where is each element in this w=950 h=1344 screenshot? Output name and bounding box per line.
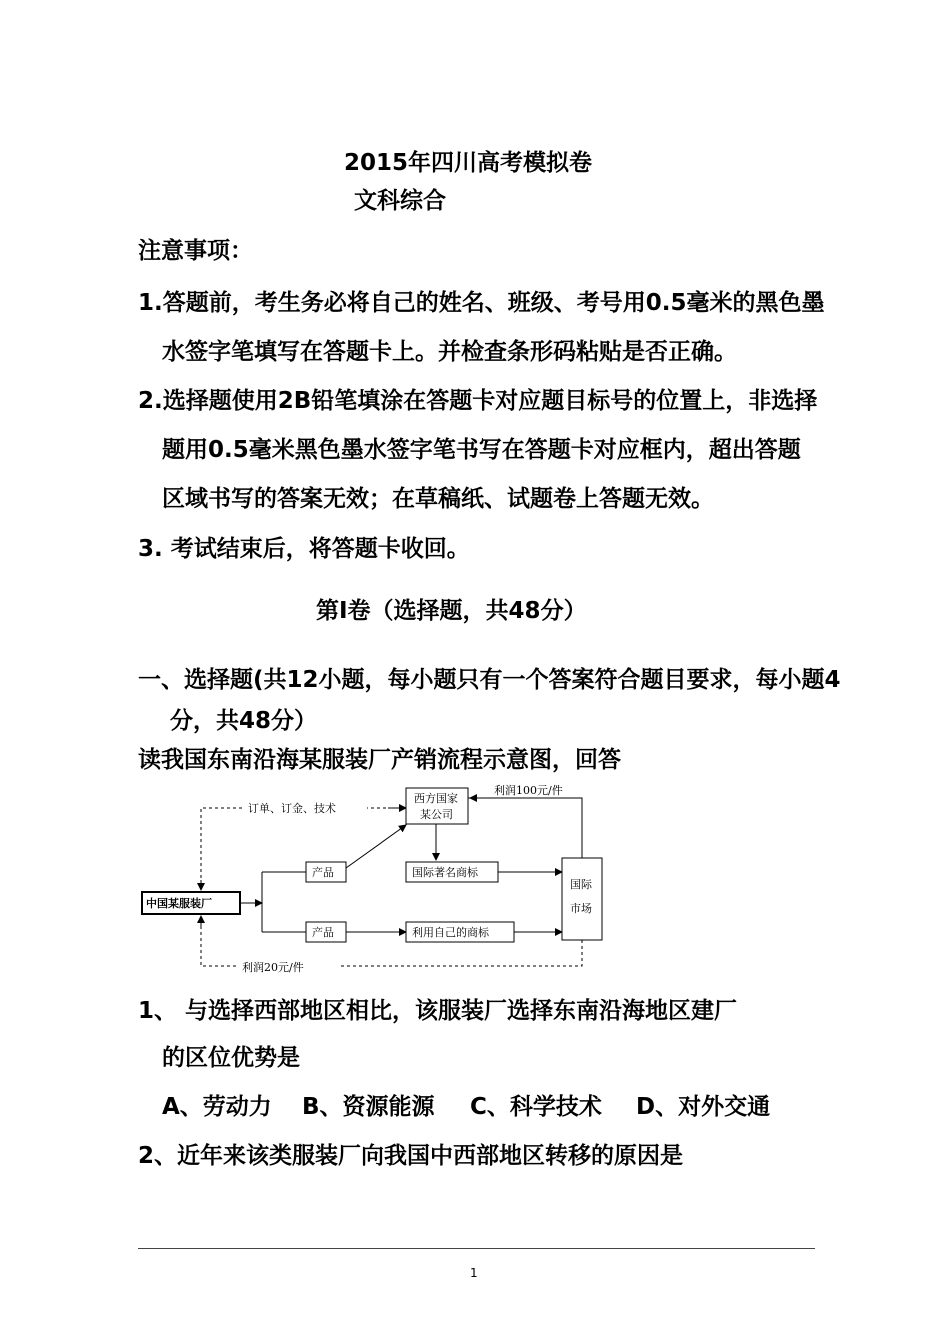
footer-rule: [138, 1248, 815, 1249]
part-heading-line-1: 一、选择题(共12小题，每小题只有一个答案符合题目要求，每小题4: [138, 667, 841, 693]
profit-top-label: 利润100元/件: [494, 784, 563, 797]
profit-top-line: [468, 798, 582, 858]
question-1-line-2: 的区位优势是: [162, 1045, 300, 1071]
question-1-option-d: D、对外交通: [636, 1094, 771, 1120]
brand-own-label: 利用自己的商标: [412, 926, 489, 939]
page-subtitle: 文科综合: [354, 188, 446, 214]
product-top-label: 产品: [312, 866, 334, 879]
company-label-1: 西方国家: [414, 792, 458, 805]
question-2-line-1: 2、近年来该类服装厂向我国中西部地区转移的原因是: [138, 1143, 684, 1169]
notice-item-1-line-1: 1.答题前，考生务必将自己的姓名、班级、考号用0.5毫米的黑色墨: [138, 290, 825, 316]
order-dashed-line: [201, 808, 406, 890]
section-title: 第Ⅰ卷（选择题，共48分）: [316, 598, 587, 624]
question-1-option-c: C、科学技术: [470, 1094, 602, 1120]
product-to-company-arrow: [346, 825, 406, 868]
question-1-line-1: 1、 与选择西部地区相比，该服装厂选择东南沿海地区建厂: [138, 998, 738, 1024]
brand-famous-label: 国际著名商标: [412, 866, 478, 879]
profit-bottom-dashed-line: [201, 920, 582, 966]
factory-label: 中国某服装厂: [146, 897, 212, 910]
question-1-option-a: A、劳动力: [162, 1094, 272, 1120]
product-bottom-label: 产品: [312, 926, 334, 939]
diagram-intro: 读我国东南沿海某服装厂产销流程示意图，回答: [138, 747, 621, 773]
notice-heading: 注意事项：: [138, 238, 253, 264]
market-box: [562, 858, 602, 940]
notice-item-3: 3. 考试结束后，将答题卡收回。: [138, 536, 470, 562]
page-title: 2015年四川高考模拟卷: [344, 150, 593, 176]
market-label-1: 国际: [570, 878, 592, 891]
notice-item-2-line-2: 题用0.5毫米黑色墨水签字笔书写在答题卡对应框内，超出答题: [162, 437, 801, 463]
notice-item-2-line-3: 区域书写的答案无效；在草稿纸、试题卷上答题无效。: [162, 486, 714, 512]
notice-item-1-line-2: 水签字笔填写在答题卡上。并检查条形码粘贴是否正确。: [162, 339, 737, 365]
production-flow-diagram: [138, 780, 608, 980]
company-label-2: 某公司: [420, 808, 453, 821]
profit-bottom-label: 利润20元/件: [242, 961, 304, 974]
notice-item-2-line-1: 2.选择题使用2B铅笔填涂在答题卡对应题目标号的位置上，非选择: [138, 388, 818, 414]
page-number: 1: [470, 1266, 478, 1280]
question-1-option-b: B、资源能源: [302, 1094, 435, 1120]
order-label: 订单、订金、技术: [248, 802, 336, 815]
part-heading-line-2: 分，共48分）: [170, 708, 318, 734]
market-label-2: 市场: [570, 902, 592, 915]
